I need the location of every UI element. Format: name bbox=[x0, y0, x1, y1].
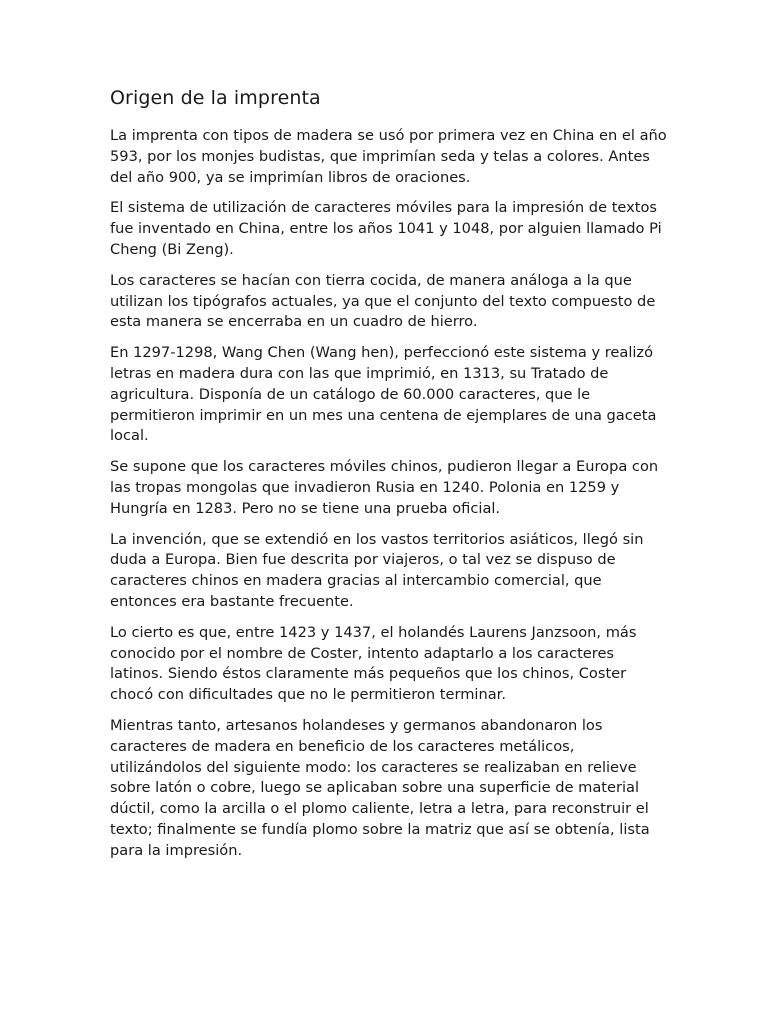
paragraph-8: Mientras tanto, artesanos holandeses y germanos abandonaron los caracteres de madera en beneficio de los caracteres metálicos, utilizándolos del siguiente modo: los caracteres se realizaban en relieve sobre latón o cobre, luego se aplicaban sobre una superficie de material dúctil, como la arcilla o el plomo caliente, letra a letra, para reconstruir el texto; finalmente se fundía plomo sobre la matriz que así se obtenía, lista para la impresión. bbox=[110, 716, 650, 859]
paragraph-7: Lo cierto es que, entre 1423 y 1437, el holandés Laurens Janzsoon, más conocido por el nombre de Coster, intento adaptarlo a los caracteres latinos. Siendo éstos claramente más pequeños que los chinos, Coster chocó con dificultades que no le permitieron terminar. bbox=[110, 623, 637, 704]
paragraph-3: Los caracteres se hacían con tierra cocida, de manera análoga a la que utilizan los tipógrafos actuales, ya que el conjunto del texto compuesto de esta manera se encerraba en un cuadro de hierro. bbox=[110, 271, 656, 331]
paragraph-1: La imprenta con tipos de madera se usó por primera vez en China en el año 593, por los monjes budistas, que imprimían seda y telas a colores. Antes del año 900, ya se imprimían libros de oraciones. bbox=[110, 127, 667, 186]
paragraph-5: Se supone que los caracteres móviles chinos, pudieron llegar a Europa con las tropas mongolas que invadieron Rusia en 1240. Polonia en 1259 y Hungría en 1283. Pero no se tiene una prueba oficial. bbox=[110, 458, 659, 517]
paragraph-6: La invención, que se extendió en los vastos territorios asiáticos, llegó sin duda a Europa. Bien fue descrita por viajeros, o tal vez se dispuso de caracteres chinos en madera gracias al intercambio comercial, que entonces era bastante frecuente. bbox=[110, 530, 644, 610]
paragraph-2: El sistema de utilización de caracteres móviles para la impresión de textos fue inventado en China, entre los años 1041 y 1048, por alguien llamado Pi Cheng (Bi Zeng). bbox=[110, 199, 662, 258]
paragraph-4: En 1297-1298, Wang Chen (Wang hen), perfeccionó este sistema y realizó letras en madera dura con las que imprimió, en 1313, su Tratado de agricultura. Disponía de un catálogo de 60.000 caracteres, que le permitieron imprimir en un mes una centena de ejemplares de una gaceta local. bbox=[110, 344, 657, 445]
document-title: Origen de la imprenta bbox=[110, 87, 321, 109]
